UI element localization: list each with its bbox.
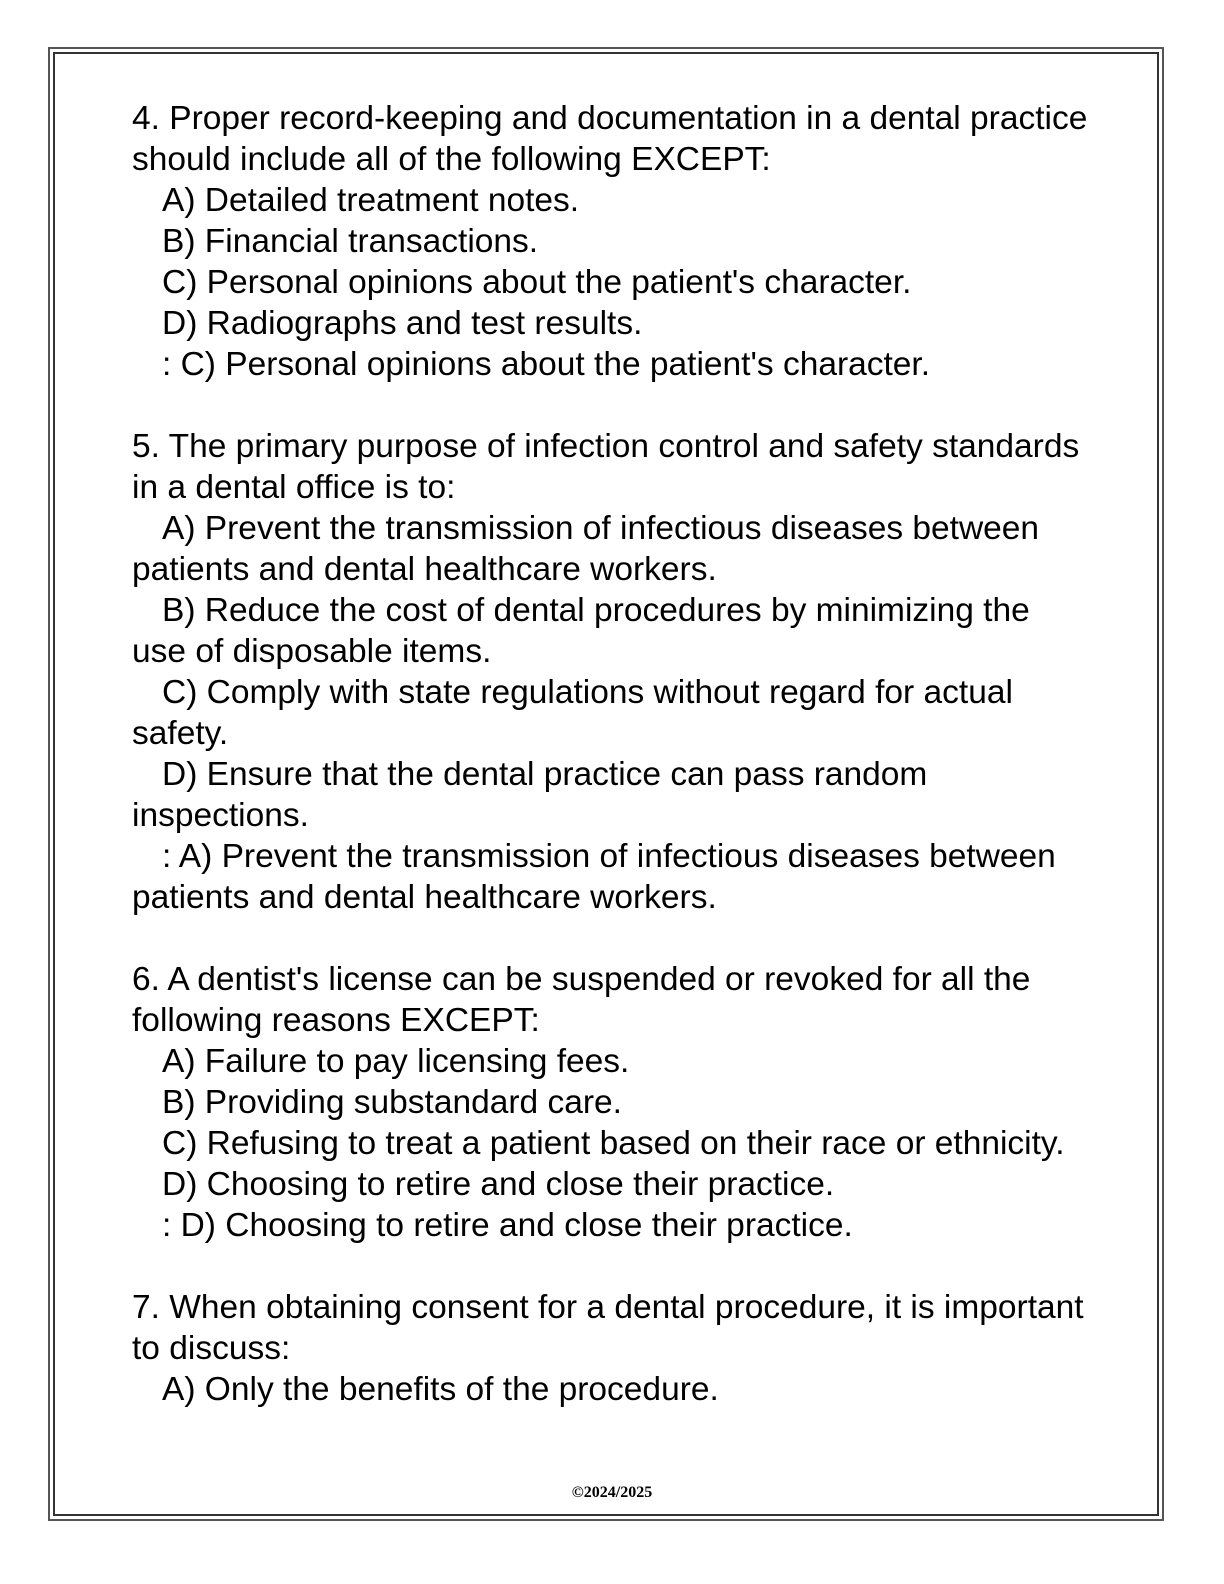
- question-4: [132, 98, 1097, 385]
- answer-line: : D) Choosing to retire and close their practice.: [162, 1207, 853, 1244]
- question-stem: 4. Proper record-keeping and documentation in a dental practice should include all of the following EXCEPT:: [132, 100, 1097, 178]
- question-stem: 5. The primary purpose of infection control and safety standards in a dental office is to:: [132, 428, 1089, 506]
- question-list: [132, 98, 1097, 1451]
- question-5: [132, 426, 1092, 918]
- option-b: B) Providing substandard care.: [162, 1084, 622, 1121]
- option-d: D) Radiographs and test results.: [162, 305, 643, 342]
- option-b: B) Financial transactions.: [162, 223, 539, 260]
- answer-line: : C) Personal opinions about the patient's character.: [162, 346, 931, 383]
- question-stem: 6. A dentist's license can be suspended or revoked for all the following reasons EXCEPT:: [132, 961, 1040, 1039]
- question-6: [132, 959, 1092, 1246]
- option-d: D) Choosing to retire and close their practice.: [162, 1166, 835, 1203]
- option-c: C) Comply with state regulations without regard for actual safety.: [132, 674, 1013, 752]
- option-b: B) Reduce the cost of dental procedures by minimizing the use of disposable items.: [132, 592, 1030, 670]
- option-a: A) Only the benefits of the procedure.: [162, 1371, 719, 1408]
- copyright-footer: ©2024/2025: [571, 1484, 653, 1501]
- option-a: A) Detailed treatment notes.: [162, 182, 580, 219]
- option-c: C) Refusing to treat a patient based on their race or ethnicity.: [162, 1125, 1065, 1162]
- question-7: [132, 1287, 1092, 1410]
- option-d: D) Ensure that the dental practice can pass random inspections.: [132, 756, 928, 834]
- question-stem: 7. When obtaining consent for a dental procedure, it is important to discuss:: [132, 1289, 1093, 1367]
- option-a: A) Prevent the transmission of infectious diseases between patients and dental healthcare workers.: [132, 510, 1040, 588]
- option-c: C) Personal opinions about the patient's character.: [162, 264, 912, 301]
- option-a: A) Failure to pay licensing fees.: [162, 1043, 630, 1080]
- answer-line: : A) Prevent the transmission of infectious diseases between patients and dental healthcare workers.: [132, 838, 1056, 916]
